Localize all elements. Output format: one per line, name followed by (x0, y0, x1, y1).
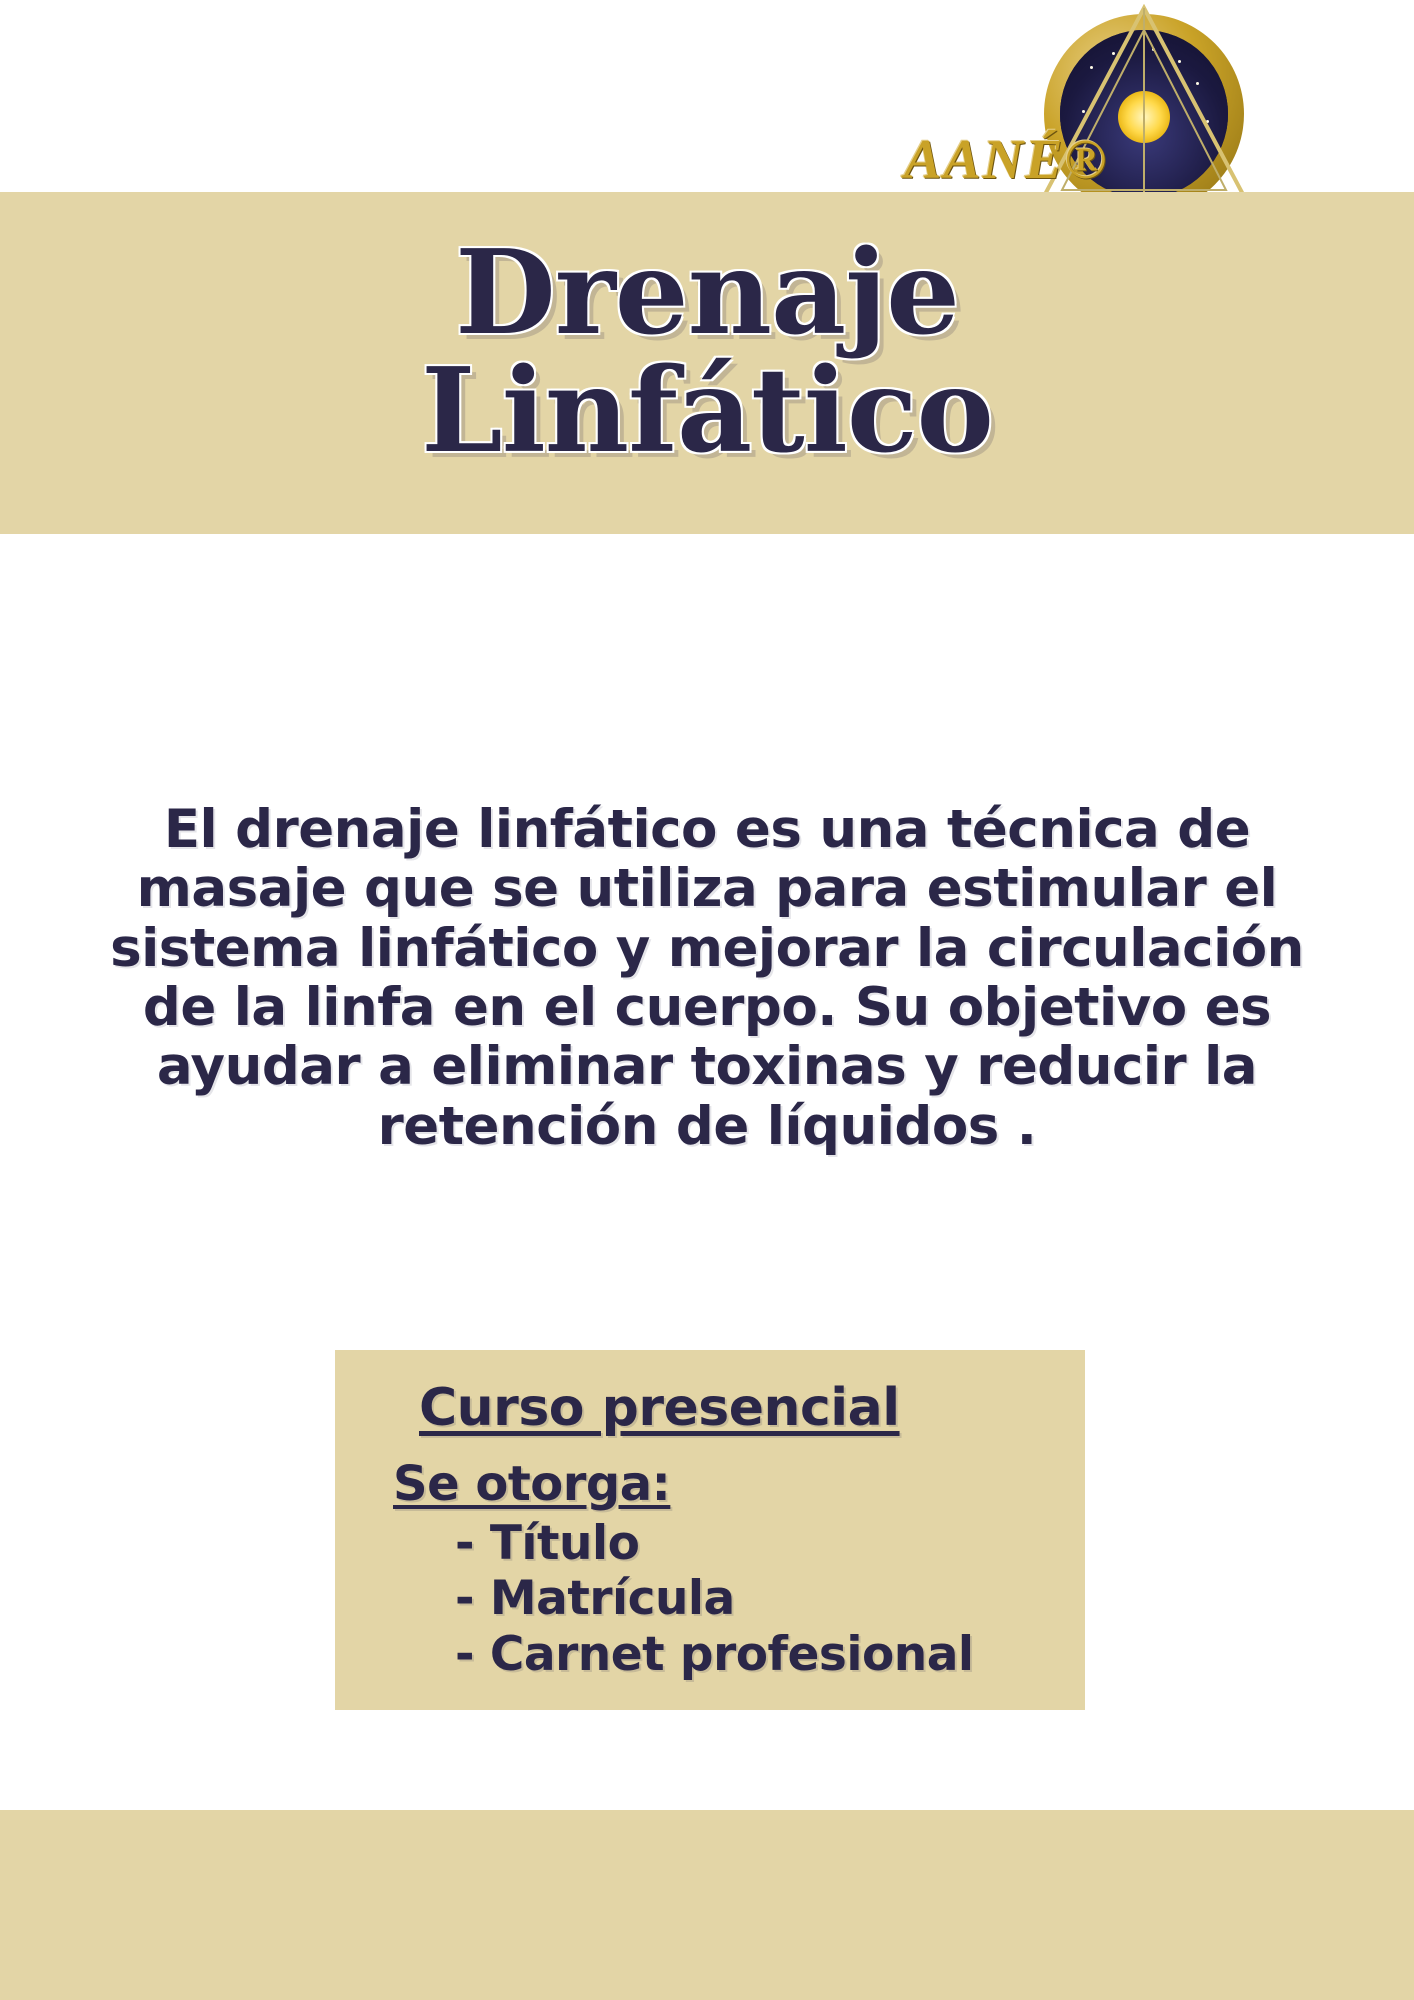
awards-subheading: Se otorga: (393, 1456, 671, 1512)
brand-name: AANÉ® (904, 129, 1109, 191)
list-item: - Carnet profesional (455, 1626, 974, 1682)
title-line-1: Drenaje (455, 225, 959, 361)
title-line-2: Linfático (421, 343, 993, 480)
description-paragraph: El drenaje linfático es una técnica de masaje que se utiliza para estimular el sistema linfático y mejorar la circulación de la linfa en el cuerpo. Su objetivo es ayudar a eliminar toxinas y reducir la retención de líquidos . (110, 799, 1304, 1157)
course-modality-heading: Curso presencial (419, 1378, 900, 1438)
footer-band (0, 1810, 1414, 2000)
title-band (0, 192, 1414, 534)
awards-list (455, 1516, 1053, 1682)
page-title (0, 225, 1414, 480)
list-item: - Título (455, 1516, 640, 1571)
course-info-box (335, 1350, 1085, 1710)
list-item: - Matrícula (455, 1571, 735, 1627)
